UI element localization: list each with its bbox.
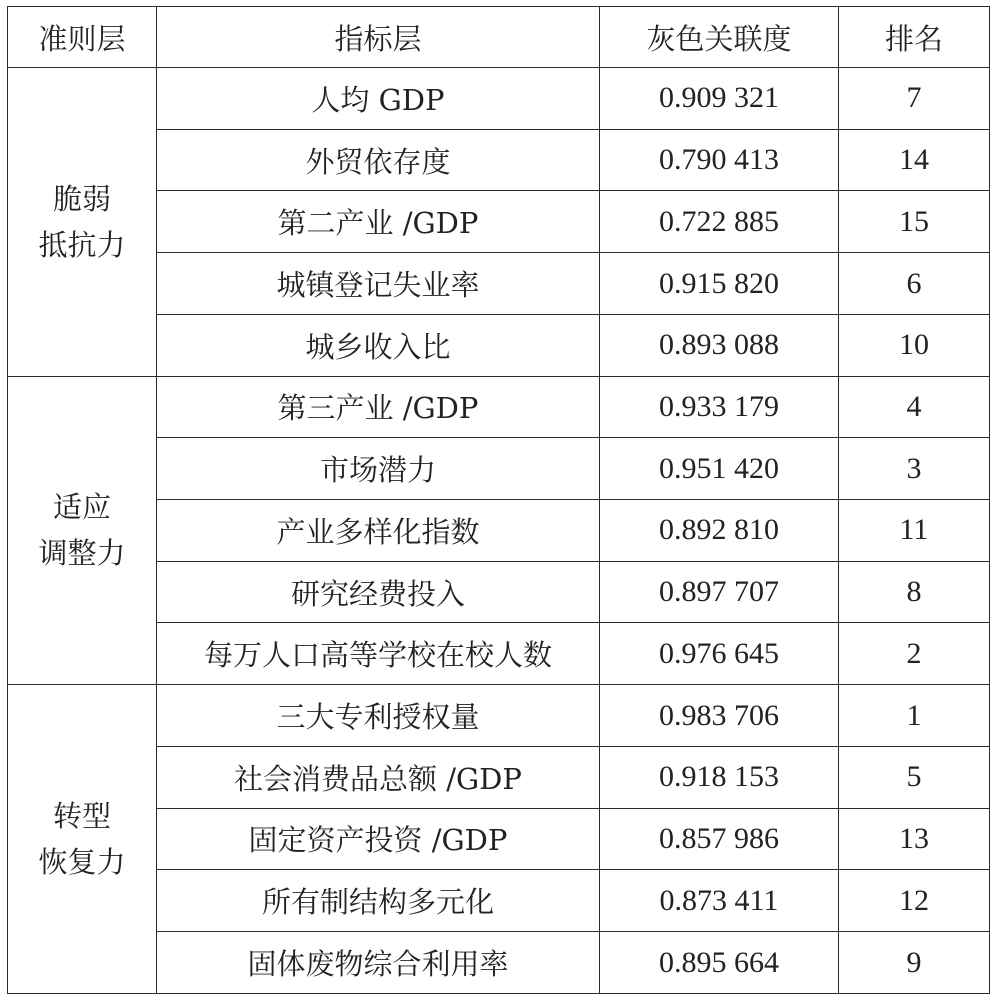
header-degree: 灰色关联度 bbox=[600, 7, 839, 68]
header-rank: 排名 bbox=[839, 7, 990, 68]
degree-cell: 0.983 706 bbox=[600, 685, 839, 747]
degree-cell: 0.918 153 bbox=[600, 746, 839, 808]
rank-cell: 12 bbox=[839, 870, 990, 932]
rank-cell: 11 bbox=[839, 500, 990, 562]
indicator-cell: 三大专利授权量 bbox=[157, 685, 600, 747]
degree-cell: 0.790 413 bbox=[600, 129, 839, 191]
indicator-cell: 固体废物综合利用率 bbox=[157, 932, 600, 994]
degree-cell: 0.895 664 bbox=[600, 932, 839, 994]
indicator-cell: 人均 GDP bbox=[157, 68, 600, 130]
rank-cell: 9 bbox=[839, 932, 990, 994]
header-criterion: 准则层 bbox=[8, 7, 157, 68]
indicator-cell: 社会消费品总额 /GDP bbox=[157, 746, 600, 808]
criterion-line: 适应 bbox=[52, 490, 111, 525]
rank-cell: 1 bbox=[839, 685, 990, 747]
criterion-line: 恢复力 bbox=[38, 845, 126, 880]
indicator-cell: 第三产业 /GDP bbox=[157, 376, 600, 438]
criterion-line: 抵抗力 bbox=[38, 227, 126, 262]
table-row bbox=[8, 68, 990, 130]
indicator-cell: 城乡收入比 bbox=[157, 314, 600, 376]
criterion-cell bbox=[8, 376, 157, 685]
criterion-cell bbox=[8, 68, 157, 377]
degree-cell: 0.933 179 bbox=[600, 376, 839, 438]
criterion-cell bbox=[8, 685, 157, 994]
rank-cell: 5 bbox=[839, 746, 990, 808]
rank-cell: 4 bbox=[839, 376, 990, 438]
degree-cell: 0.909 321 bbox=[600, 68, 839, 130]
rank-cell: 3 bbox=[839, 438, 990, 500]
rank-cell: 7 bbox=[839, 68, 990, 130]
indicator-cell: 城镇登记失业率 bbox=[157, 253, 600, 315]
degree-cell: 0.951 420 bbox=[600, 438, 839, 500]
grey-relational-table bbox=[7, 6, 990, 994]
criterion-line: 转型 bbox=[52, 799, 111, 834]
rank-cell: 2 bbox=[839, 623, 990, 685]
criterion-line: 脆弱 bbox=[52, 181, 111, 216]
rank-cell: 14 bbox=[839, 129, 990, 191]
rank-cell: 13 bbox=[839, 808, 990, 870]
rank-cell: 6 bbox=[839, 253, 990, 315]
header-row bbox=[8, 7, 990, 68]
indicator-cell: 每万人口高等学校在校人数 bbox=[157, 623, 600, 685]
degree-cell: 0.897 707 bbox=[600, 561, 839, 623]
table-row bbox=[8, 685, 990, 747]
indicator-cell: 研究经费投入 bbox=[157, 561, 600, 623]
degree-cell: 0.976 645 bbox=[600, 623, 839, 685]
degree-cell: 0.722 885 bbox=[600, 191, 839, 253]
criterion-line: 调整力 bbox=[38, 536, 126, 571]
degree-cell: 0.893 088 bbox=[600, 314, 839, 376]
degree-cell: 0.892 810 bbox=[600, 500, 839, 562]
indicator-cell: 所有制结构多元化 bbox=[157, 870, 600, 932]
degree-cell: 0.915 820 bbox=[600, 253, 839, 315]
degree-cell: 0.857 986 bbox=[600, 808, 839, 870]
rank-cell: 8 bbox=[839, 561, 990, 623]
header-indicator: 指标层 bbox=[157, 7, 600, 68]
table-row bbox=[8, 376, 990, 438]
rank-cell: 15 bbox=[839, 191, 990, 253]
indicator-cell: 市场潜力 bbox=[157, 438, 600, 500]
indicator-cell: 产业多样化指数 bbox=[157, 500, 600, 562]
indicator-cell: 固定资产投资 /GDP bbox=[157, 808, 600, 870]
degree-cell: 0.873 411 bbox=[600, 870, 839, 932]
indicator-cell: 外贸依存度 bbox=[157, 129, 600, 191]
rank-cell: 10 bbox=[839, 314, 990, 376]
indicator-cell: 第二产业 /GDP bbox=[157, 191, 600, 253]
